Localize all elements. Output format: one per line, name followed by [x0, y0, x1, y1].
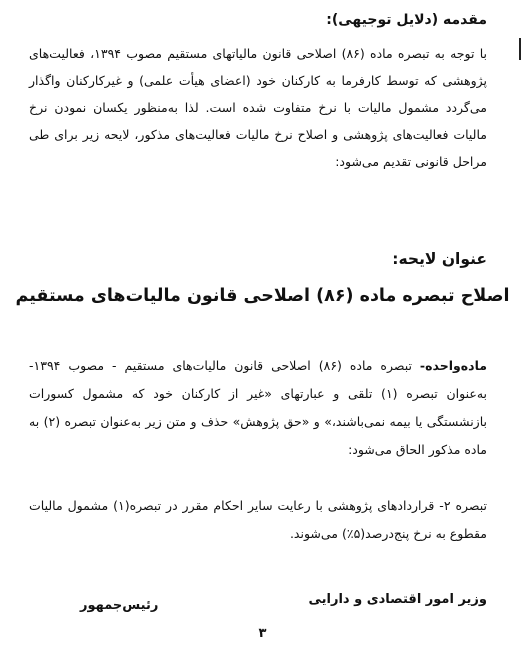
- scan-edge-mark: [519, 38, 521, 60]
- minister-signature: وزیر امور اقتصادی و دارایی: [308, 592, 487, 607]
- page-number: ۳: [258, 626, 267, 641]
- single-article-paragraph: [29, 352, 487, 464]
- president-signature: رئیس‌جمهور: [80, 598, 159, 613]
- note-two-paragraph: تبصره ۲- قراردادهای پژوهشی با رعایت سایر احکام مقرر در تبصره(۱) مشمول مالیات مقطوع به نرخ پنج‌درصد(۵٪) می‌شوند.: [29, 498, 487, 541]
- bill-main-title: اصلاح تبصره ماده (۸۶) اصلاحی قانون مالیات‌های مستقیم: [15, 286, 510, 306]
- intro-paragraph: با توجه به تبصره ماده (۸۶) اصلاحی قانون مالیاتهای مستقیم مصوب ۱۳۹۴، فعالیت‌های پژوهشی که توسط کارفرما به کارکنان خود (اعضای هیأت علمی) و غیرکارکنان واگذار می‌گردد مشمول مالیات با نرخ متفاوت شده است. لذا به‌منظور یکسان نمودن نرخ مالیات فعالیت‌های پژوهشی و اصلاح نرخ مالیات فعالیت‌های مذکور، لایحه زیر برای طی مراحل قانونی تقدیم می‌شود:: [29, 46, 487, 169]
- intro-heading: مقدمه (دلایل توجیهی):: [326, 12, 487, 28]
- bill-title-label: عنوان لایحه:: [392, 250, 487, 268]
- single-article-text: تبصره ماده (۸۶) اصلاحی قانون مالیات‌های مستقیم - مصوب ۱۳۹۴- به‌عنوان تبصره (۱) تلقی و عبارتهای «غیر از کارکنان خود که مشمول کسورات بازنشستگی یا بیمه نمی‌باشند،» و «حق پژوهش» حذف و متن زیر به‌عنوان تبصره (۲) به ماده مذکور الحاق می‌شود:: [29, 358, 488, 457]
- single-article-lead: ماده‌واحده-: [419, 358, 487, 373]
